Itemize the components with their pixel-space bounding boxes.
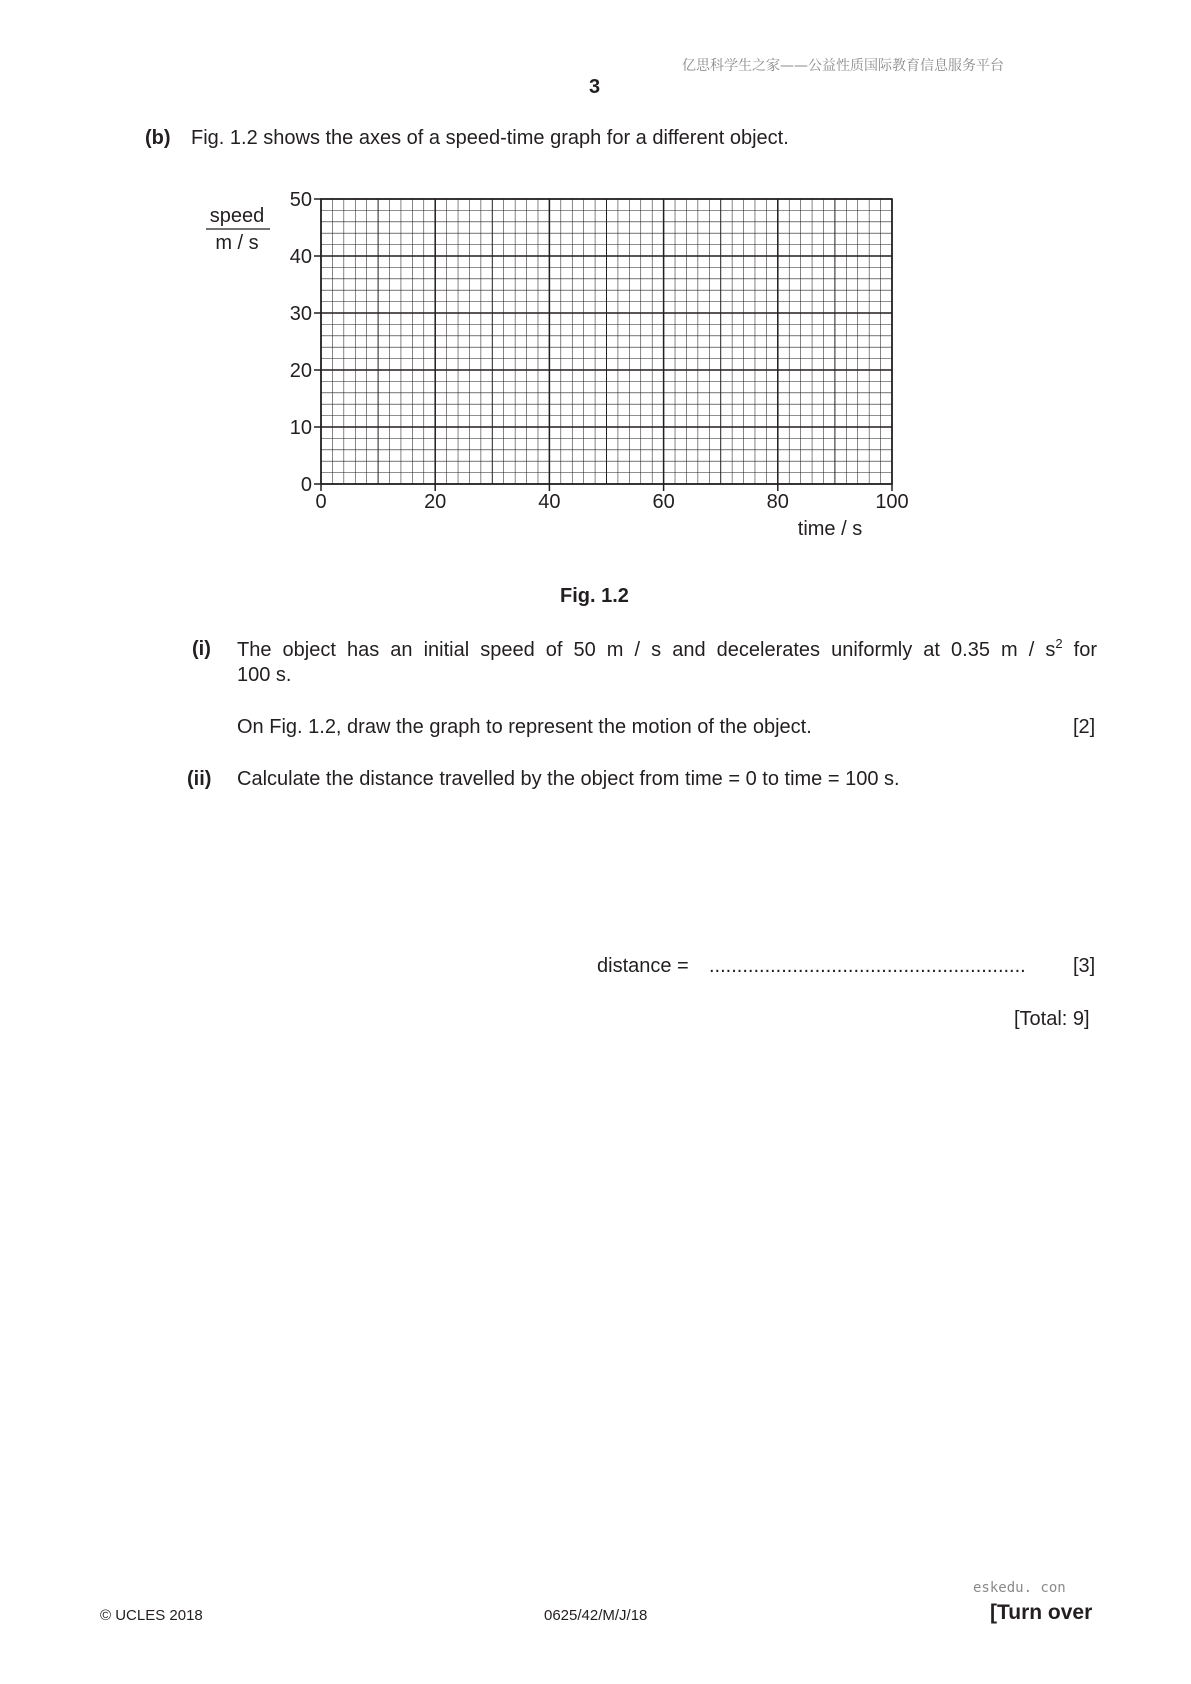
copyright: © UCLES 2018 <box>100 1607 203 1624</box>
x-axis-label: time / s <box>797 518 863 540</box>
part-i-line-1-text: The object has an initial speed of 50 m / s and decelerates uniformly at 0.35 m / s <box>237 639 1056 661</box>
part-i-line-2: 100 s. <box>237 664 292 686</box>
distance-answer-line[interactable]: ......................................................... <box>709 955 1026 977</box>
x-tick-label: 80 <box>766 491 789 513</box>
total-marks: [Total: 9] <box>1014 1008 1090 1030</box>
distance-answer-label: distance = <box>597 955 689 977</box>
part-ii-marks: [3] <box>1073 955 1096 977</box>
x-tick-label: 0 <box>315 491 327 513</box>
part-i-line-1 <box>237 637 1097 663</box>
figure-caption: Fig. 1.2 <box>560 585 629 607</box>
part-ii-text: Calculate the distance travelled by the object from time = 0 to time = 100 s. <box>237 768 900 790</box>
y-tick-labels <box>290 189 312 496</box>
part-b-label: (b) <box>145 127 171 149</box>
part-i-superscript: 2 <box>1055 636 1063 651</box>
x-tick-label: 20 <box>424 491 447 513</box>
part-ii-label: (ii) <box>187 768 212 790</box>
minor-grid <box>321 199 892 484</box>
watermark-text: 亿思科学生之家——公益性质国际教育信息服务平台 <box>682 58 1004 74</box>
x-tick-labels <box>315 491 908 513</box>
site-watermark: eskedu. con <box>973 1580 1066 1596</box>
part-i-marks: [2] <box>1073 716 1096 738</box>
y-axis-label-top: speed <box>209 205 265 227</box>
x-tick-label: 40 <box>538 491 561 513</box>
y-tick-label: 0 <box>300 474 312 496</box>
y-tick-label: 30 <box>289 303 312 325</box>
x-tick-label: 60 <box>652 491 675 513</box>
part-i-label: (i) <box>192 638 211 660</box>
speed-time-graph <box>0 0 1191 580</box>
y-tick-label: 20 <box>289 360 312 382</box>
part-i-line-1-end: for <box>1062 639 1097 661</box>
paper-code: 0625/42/M/J/18 <box>544 1607 648 1624</box>
y-tick-label: 40 <box>289 246 312 268</box>
y-axis-label-bottom: m / s <box>215 232 259 254</box>
part-b-text: Fig. 1.2 shows the axes of a speed-time graph for a different object. <box>191 127 789 149</box>
y-tick-label: 10 <box>289 417 312 439</box>
y-tick-label: 50 <box>289 189 312 211</box>
x-tick-label: 100 <box>875 491 909 513</box>
page-number: 3 <box>589 76 601 98</box>
turn-over: [Turn over <box>990 1601 1093 1624</box>
part-i-instruction: On Fig. 1.2, draw the graph to represent the motion of the object. <box>237 716 812 738</box>
